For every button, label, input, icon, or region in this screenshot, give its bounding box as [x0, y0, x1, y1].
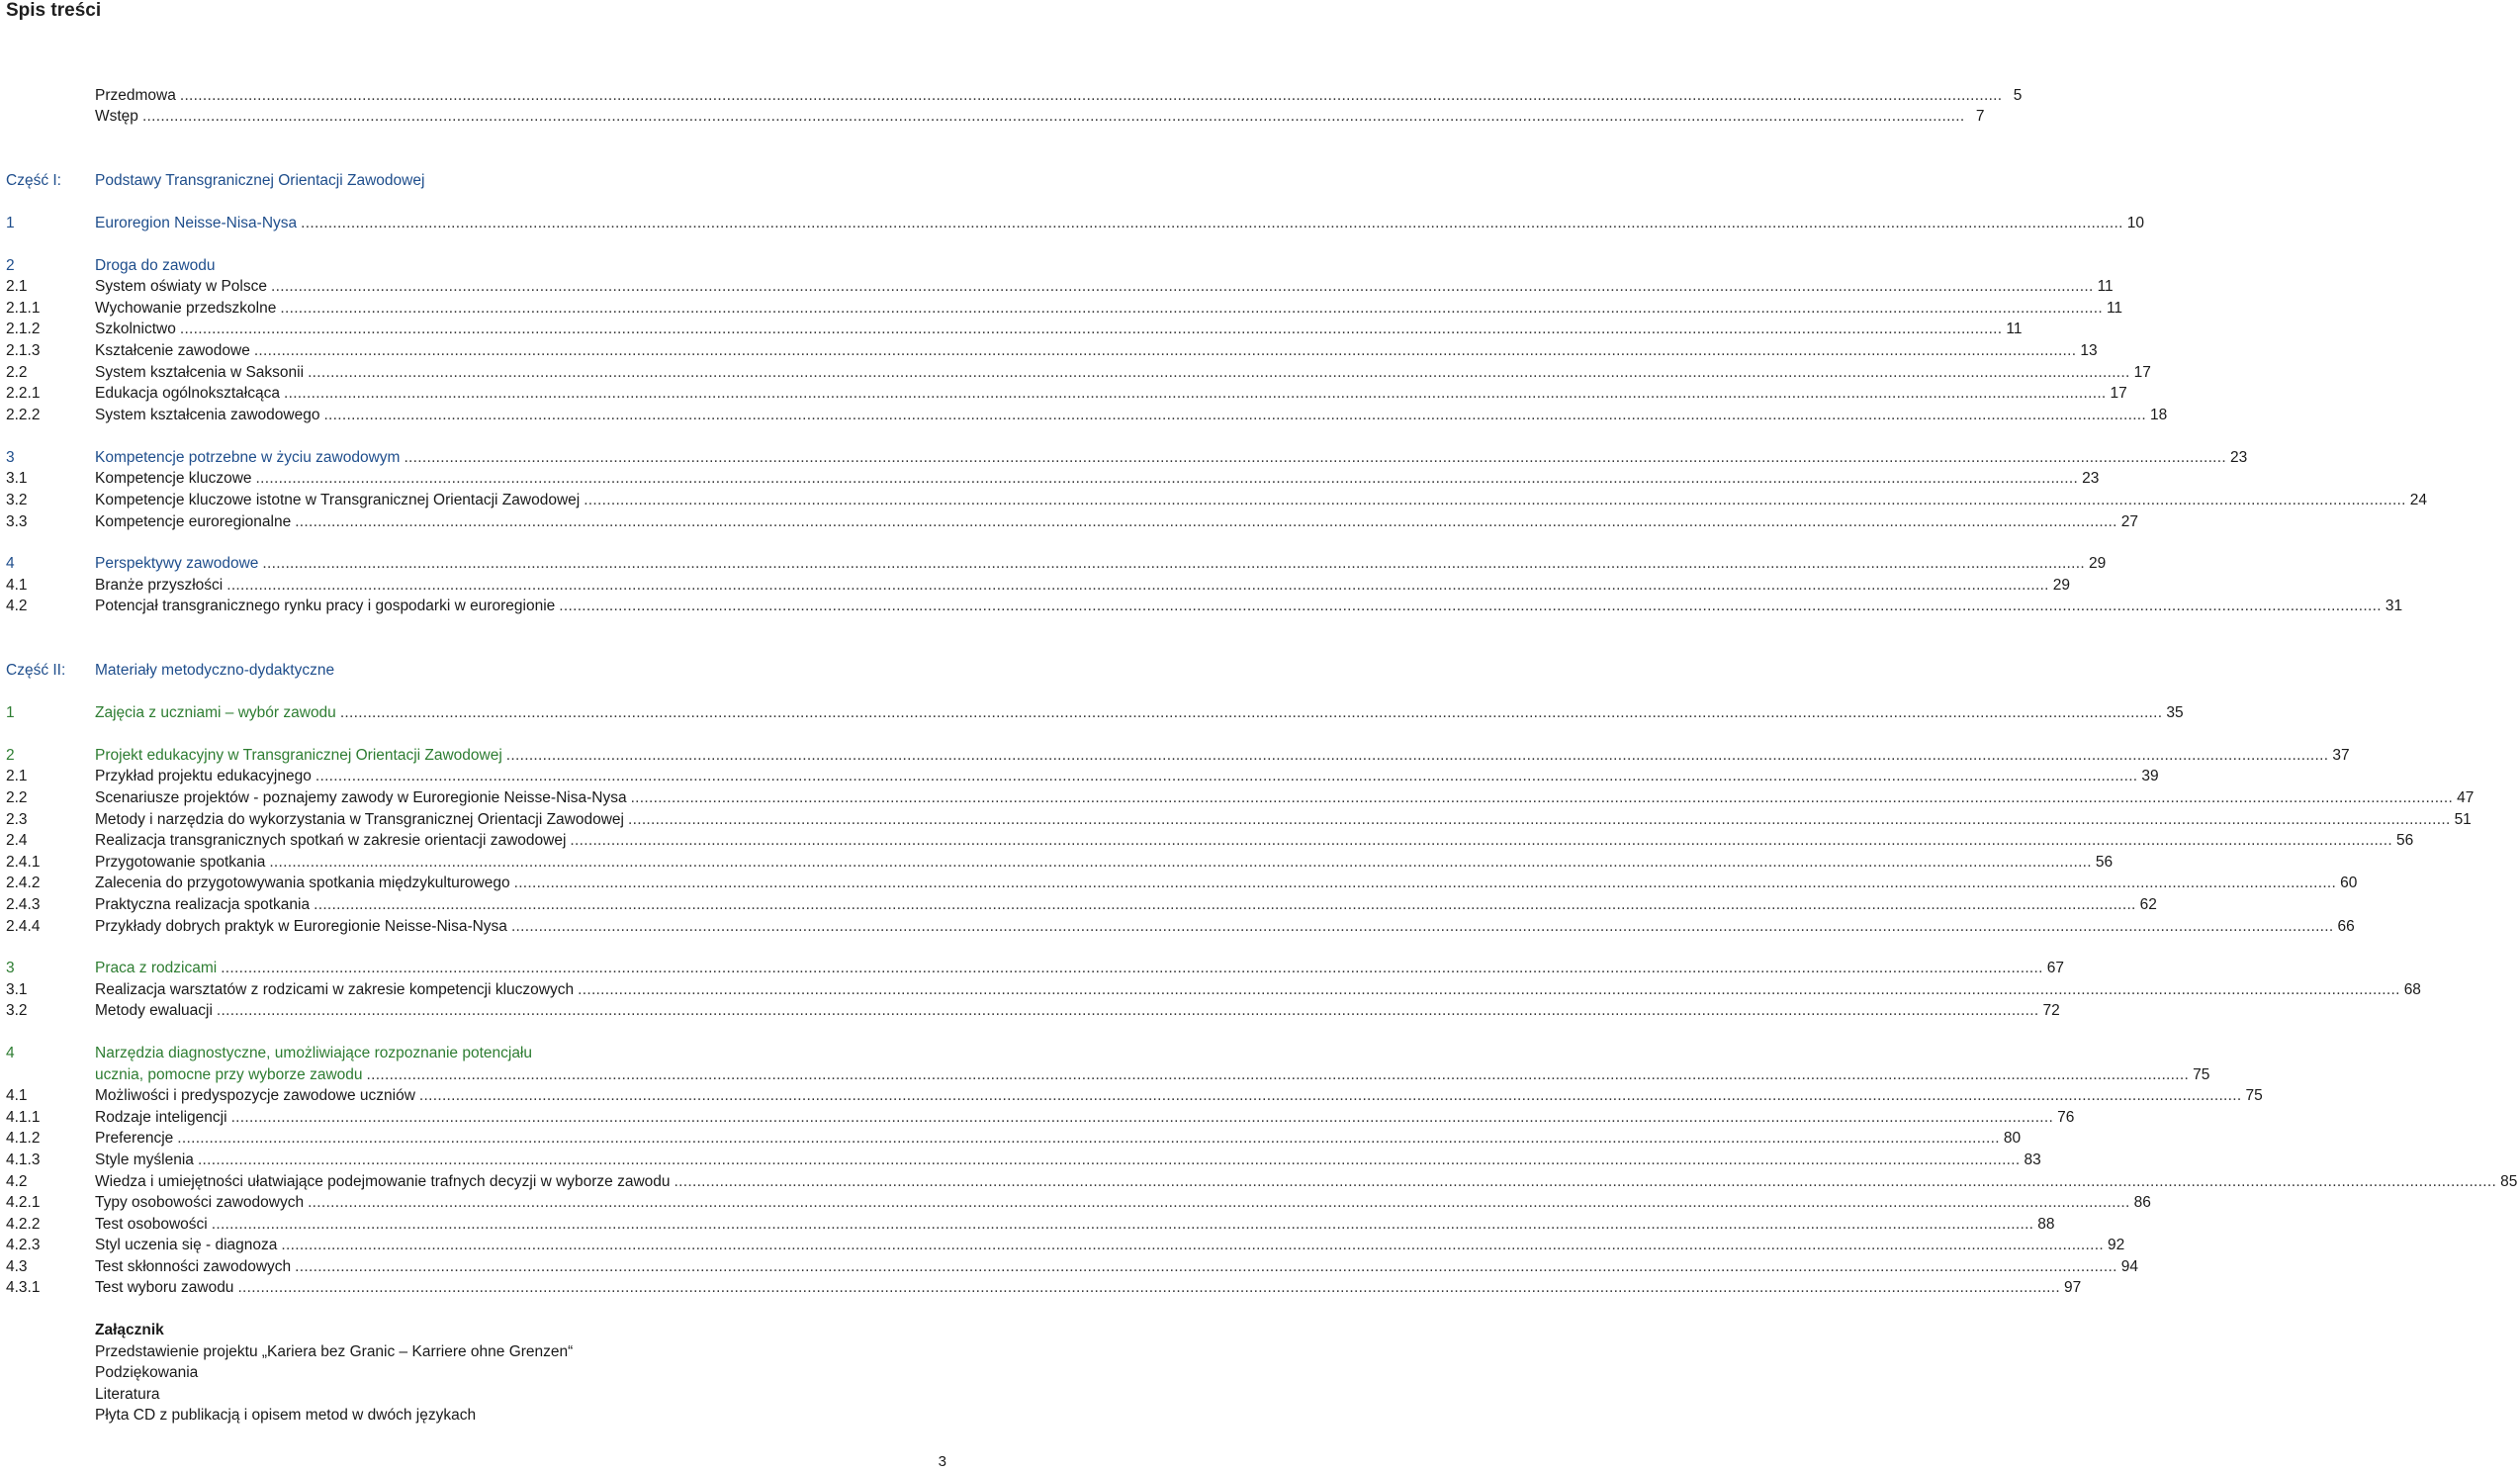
chapter-heading[interactable]	[6, 1044, 949, 1063]
toc-entry[interactable]	[6, 320, 2023, 339]
leader-dots: ................................................................................................................................................................................................................................................................................................................................................................................................................	[281, 1237, 2104, 1253]
leader-dots: ................................................................................................................................................................................................................................................................................................................................................................................................................	[630, 789, 2454, 806]
entry-title: Realizacja transgranicznych spotkań w zakresie orientacji zawodowej	[95, 832, 567, 849]
entry-title: System oświaty w Polsce	[95, 278, 267, 295]
chapter-heading[interactable]	[6, 554, 2107, 574]
entry-number: 4.2	[6, 1173, 28, 1190]
entry-page: 86	[2133, 1194, 2151, 1211]
entry-page: 17	[2133, 364, 2151, 381]
entry-page: 23	[2230, 449, 2248, 466]
entry-page: 97	[2064, 1279, 2082, 1296]
entry-title: Kompetencje kluczowe	[95, 470, 252, 487]
leader-dots: ................................................................................................................................................................................................................................................................................................................................................................................................................	[271, 278, 2094, 295]
entry-page: 85	[2500, 1173, 2518, 1190]
part-label: Część II:	[6, 662, 66, 679]
entry-title: Narzędzia diagnostyczne, umożliwiające rozpoznanie potencjału	[95, 1045, 532, 1061]
entry-title: Przygotowanie spotkania	[95, 854, 266, 871]
leader-dots: ................................................................................................................................................................................................................................................................................................................................................................................................................	[559, 598, 2382, 614]
entry-page: 56	[2095, 854, 2114, 871]
entry-title: Literatura	[95, 1386, 160, 1403]
toc-entry[interactable]	[6, 917, 2355, 937]
leader-dots: ................................................................................................................................................................................................................................................................................................................................................................................................................	[221, 960, 2043, 976]
entry-page: 67	[2046, 960, 2064, 976]
entry-title: Kształcenie zawodowe	[95, 342, 250, 359]
annex-heading[interactable]	[6, 1321, 949, 1340]
annex-item[interactable]	[6, 1406, 949, 1426]
leader-dots: ................................................................................................................................................................................................................................................................................................................................................................................................................	[418, 1087, 2242, 1104]
toc-entry[interactable]	[6, 1257, 2138, 1277]
entry-page: 31	[2385, 598, 2403, 614]
toc-entry[interactable]	[6, 1193, 2151, 1213]
part-heading[interactable]	[6, 661, 949, 681]
entry-page: 17	[2110, 385, 2127, 402]
leader-dots: ................................................................................................................................................................................................................................................................................................................................................................................................................	[295, 1258, 2117, 1275]
entry-number: 4.1	[6, 1087, 28, 1104]
entry-page: 88	[2037, 1216, 2055, 1233]
entry-number: 4.2.1	[6, 1194, 41, 1211]
leader-dots: ................................................................................................................................................................................................................................................................................................................................................................................................................	[141, 108, 1965, 125]
leader-dots: ................................................................................................................................................................................................................................................................................................................................................................................................................	[237, 1279, 2060, 1296]
page-number: 3	[938, 1453, 946, 1470]
leader-dots: ................................................................................................................................................................................................................................................................................................................................................................................................................	[308, 1194, 2130, 1211]
chapter-heading[interactable]	[6, 703, 2184, 723]
toc-entry[interactable]	[6, 107, 1985, 127]
toc-entry[interactable]	[6, 384, 2127, 404]
entry-title: Kompetencje euroregionalne	[95, 513, 292, 530]
chapter-heading[interactable]	[6, 256, 949, 276]
entry-number: 1	[6, 215, 15, 231]
chapter-heading-cont[interactable]	[6, 1065, 2210, 1085]
entry-number: 2.1	[6, 278, 28, 295]
entry-title: Zajęcia z uczniami – wybór zawodu	[95, 704, 336, 721]
entry-title: Materiały metodyczno-dydaktyczne	[95, 662, 335, 679]
entry-page: 5	[2013, 87, 2023, 104]
toc-entry[interactable]	[6, 767, 2159, 786]
leader-dots: ................................................................................................................................................................................................................................................................................................................................................................................................................	[674, 1173, 2497, 1190]
entry-page: 27	[2120, 513, 2139, 530]
entry-title: Możliwości i predyspozycje zawodowe uczniów	[95, 1087, 415, 1104]
entry-page: 75	[2193, 1066, 2210, 1083]
entry-page: 11	[2106, 300, 2123, 317]
toc-entry[interactable]	[6, 1108, 2075, 1128]
leader-dots: ................................................................................................................................................................................................................................................................................................................................................................................................................	[315, 768, 2138, 784]
entry-title: Metody ewaluacji	[95, 1002, 213, 1019]
entry-number: 4.3	[6, 1258, 28, 1275]
entry-title: Przedstawienie projektu „Kariera bez Granic – Karriere ohne Grenzen“	[95, 1343, 574, 1360]
chapter-heading[interactable]	[6, 959, 2064, 978]
leader-dots: ................................................................................................................................................................................................................................................................................................................................................................................................................	[295, 513, 2117, 530]
entry-title: Wstęp	[95, 108, 138, 125]
toc-entry[interactable]	[6, 512, 2139, 532]
leader-dots: ................................................................................................................................................................................................................................................................................................................................................................................................................	[230, 1109, 2054, 1126]
entry-number: 3.2	[6, 492, 28, 508]
entry-page: 51	[2454, 811, 2472, 828]
entry-number: 4.3.1	[6, 1279, 41, 1296]
entry-title: Wychowanie przedszkolne	[95, 300, 277, 317]
toc-entry[interactable]	[6, 86, 2023, 106]
entry-page: 13	[2080, 342, 2098, 359]
leader-dots: ................................................................................................................................................................................................................................................................................................................................................................................................................	[177, 1130, 2000, 1147]
entry-title: Styl uczenia się - diagnoza	[95, 1237, 278, 1253]
entry-page: 11	[2097, 278, 2114, 295]
leader-dots: ................................................................................................................................................................................................................................................................................................................................................................................................................	[301, 215, 2123, 231]
leader-dots: ................................................................................................................................................................................................................................................................................................................................................................................................................	[513, 875, 2337, 891]
entry-title: Projekt edukacyjny w Transgranicznej Orientacji Zawodowej	[95, 747, 502, 764]
entry-number: 4.1.3	[6, 1152, 41, 1168]
entry-number: 2.4.2	[6, 875, 41, 891]
entry-page: 68	[2403, 981, 2421, 998]
toc-entry[interactable]	[6, 1129, 2022, 1149]
entry-title: Załącznik	[95, 1322, 164, 1338]
entry-title: Droga do zawodu	[95, 257, 216, 274]
toc-entry[interactable]	[6, 980, 2421, 1000]
entry-page: 37	[2332, 747, 2350, 764]
entry-number: 3	[6, 960, 15, 976]
entry-page: 92	[2107, 1237, 2125, 1253]
entry-page: 29	[2088, 555, 2107, 572]
entry-number: 2.1.3	[6, 342, 41, 359]
entry-number: 3.2	[6, 1002, 28, 1019]
toc-entry[interactable]	[6, 831, 2414, 851]
entry-title: Podstawy Transgranicznej Orientacji Zawodowej	[95, 172, 425, 189]
entry-number: 2	[6, 747, 15, 764]
chapter-heading[interactable]	[6, 746, 2350, 766]
entry-page: 75	[2245, 1087, 2263, 1104]
entry-title: ucznia, pomocne przy wyborze zawodu	[95, 1066, 363, 1083]
entry-title: Przedmowa	[95, 87, 176, 104]
entry-page: 76	[2057, 1109, 2075, 1126]
leader-dots: ................................................................................................................................................................................................................................................................................................................................................................................................................	[280, 300, 2103, 317]
leader-dots: ................................................................................................................................................................................................................................................................................................................................................................................................................	[570, 832, 2392, 849]
toc-entry[interactable]	[6, 597, 2403, 616]
toc-entry[interactable]	[6, 810, 2472, 830]
entry-page: 80	[2003, 1130, 2022, 1147]
entry-page: 66	[2337, 918, 2355, 935]
leader-dots: ................................................................................................................................................................................................................................................................................................................................................................................................................	[211, 1216, 2034, 1233]
leader-dots: ................................................................................................................................................................................................................................................................................................................................................................................................................	[255, 470, 2079, 487]
entry-number: 2.4	[6, 832, 28, 849]
entry-number: 2.2	[6, 789, 28, 806]
entry-title: Perspektywy zawodowe	[95, 555, 259, 572]
leader-dots: ................................................................................................................................................................................................................................................................................................................................................................................................................	[510, 918, 2334, 935]
entry-page: 23	[2082, 470, 2100, 487]
entry-number: 4.2.3	[6, 1237, 41, 1253]
leader-dots: ................................................................................................................................................................................................................................................................................................................................................................................................................	[262, 555, 2085, 572]
entry-page: 56	[2395, 832, 2414, 849]
entry-page: 83	[2024, 1152, 2041, 1168]
entry-number: 2.1	[6, 768, 28, 784]
annex-item[interactable]	[6, 1363, 949, 1383]
entry-number: 2.1.2	[6, 321, 41, 337]
part-label: Część I:	[6, 172, 61, 189]
toc-entry[interactable]	[6, 853, 2114, 873]
entry-number: 2.2.2	[6, 407, 41, 423]
leader-dots: ................................................................................................................................................................................................................................................................................................................................................................................................................	[578, 981, 2400, 998]
entry-title: System kształcenia w Saksonii	[95, 364, 305, 381]
toc-entry[interactable]	[6, 277, 2114, 297]
entry-title: Zalecenia do przygotowywania spotkania międzykulturowego	[95, 875, 510, 891]
entry-number: 3	[6, 449, 15, 466]
leader-dots: ................................................................................................................................................................................................................................................................................................................................................................................................................	[283, 385, 2107, 402]
entry-page: 72	[2042, 1002, 2060, 1019]
leader-dots: ................................................................................................................................................................................................................................................................................................................................................................................................................	[308, 364, 2130, 381]
toc-entry[interactable]	[6, 788, 2475, 808]
entry-number: 2.2	[6, 364, 28, 381]
entry-title: Podziękowania	[95, 1364, 199, 1381]
entry-title: Edukacja ogólnokształcąca	[95, 385, 280, 402]
leader-dots: ................................................................................................................................................................................................................................................................................................................................................................................................................	[216, 1002, 2039, 1019]
entry-number: 4	[6, 1045, 15, 1061]
entry-page: 62	[2139, 896, 2157, 913]
entry-title: Test wyboru zawodu	[95, 1279, 234, 1296]
entry-page: 11	[2006, 321, 2023, 337]
entry-title: Branże przyszłości	[95, 577, 224, 594]
entry-page: 60	[2340, 875, 2358, 891]
leader-dots: ................................................................................................................................................................................................................................................................................................................................................................................................................	[179, 87, 2003, 104]
leader-dots: ................................................................................................................................................................................................................................................................................................................................................................................................................	[197, 1152, 2021, 1168]
entry-title: Szkolnictwo	[95, 321, 176, 337]
entry-page: 29	[2052, 577, 2071, 594]
entry-page: 39	[2141, 768, 2159, 784]
toc-entry[interactable]	[6, 1086, 2263, 1106]
leader-dots: ................................................................................................................................................................................................................................................................................................................................................................................................................	[584, 492, 2406, 508]
toc-entry[interactable]	[6, 1001, 2060, 1021]
toc-entry[interactable]	[6, 1215, 2055, 1235]
leader-dots: ................................................................................................................................................................................................................................................................................................................................................................................................................	[179, 321, 2003, 337]
entry-title: Praca z rodzicami	[95, 960, 218, 976]
entry-page: 24	[2409, 492, 2428, 508]
entry-number: 2.2.1	[6, 385, 41, 402]
entry-number: 4.1.1	[6, 1109, 41, 1126]
leader-dots: ................................................................................................................................................................................................................................................................................................................................................................................................................	[505, 747, 2329, 764]
entry-title: Praktyczna realizacja spotkania	[95, 896, 311, 913]
entry-number: 3.1	[6, 470, 28, 487]
entry-title: Test skłonności zawodowych	[95, 1258, 292, 1275]
entry-title: Potencjał transgranicznego rynku pracy i gospodarki w euroregionie	[95, 598, 556, 614]
page-title: Spis treści	[6, 0, 102, 21]
entry-title: Euroregion Neisse-Nisa-Nysa	[95, 215, 298, 231]
entry-number: 4.1	[6, 577, 28, 594]
entry-title: Płyta CD z publikacją i opisem metod w dwóch językach	[95, 1407, 477, 1424]
entry-number: 3.3	[6, 513, 28, 530]
leader-dots: ................................................................................................................................................................................................................................................................................................................................................................................................................	[269, 854, 2092, 871]
chapter-heading[interactable]	[6, 214, 2144, 233]
entry-number: 2.4.1	[6, 854, 41, 871]
entry-number: 2.1.1	[6, 300, 41, 317]
toc-entry[interactable]	[6, 874, 2358, 893]
leader-dots: ................................................................................................................................................................................................................................................................................................................................................................................................................	[404, 449, 2226, 466]
entry-number: 2	[6, 257, 15, 274]
entry-page: 47	[2457, 789, 2475, 806]
entry-page: 7	[1975, 108, 1985, 125]
entry-number: 4.1.2	[6, 1130, 41, 1147]
toc-entry[interactable]	[6, 341, 2098, 361]
leader-dots: ................................................................................................................................................................................................................................................................................................................................................................................................................	[323, 407, 2147, 423]
toc-entry[interactable]	[6, 1151, 2041, 1170]
entry-title: Kompetencje potrzebne w życiu zawodowym	[95, 449, 401, 466]
entry-number: 2.4.4	[6, 918, 41, 935]
entry-title: Rodzaje inteligencji	[95, 1109, 227, 1126]
entry-page: 10	[2126, 215, 2144, 231]
entry-number: 1	[6, 704, 15, 721]
toc-entry[interactable]	[6, 1278, 2082, 1298]
entry-title: Preferencje	[95, 1130, 174, 1147]
toc-entry[interactable]	[6, 1172, 2518, 1192]
entry-page: 35	[2166, 704, 2184, 721]
entry-title: Typy osobowości zawodowych	[95, 1194, 305, 1211]
entry-title: Test osobowości	[95, 1216, 208, 1233]
entry-title: Przykłady dobrych praktyk w Euroregionie Neisse-Nisa-Nysa	[95, 918, 507, 935]
toc-entry[interactable]	[6, 576, 2071, 596]
leader-dots: ................................................................................................................................................................................................................................................................................................................................................................................................................	[628, 811, 2451, 828]
toc-entry[interactable]	[6, 299, 2123, 319]
annex-item[interactable]	[6, 1342, 949, 1362]
toc-entry[interactable]	[6, 406, 2168, 425]
entry-number: 4.2	[6, 598, 28, 614]
entry-title: Style myślenia	[95, 1152, 194, 1168]
entry-number: 3.1	[6, 981, 28, 998]
entry-title: Wiedza i umiejętności ułatwiające podejmowanie trafnych decyzji w wyborze zawodu	[95, 1173, 671, 1190]
entry-title: System kształcenia zawodowego	[95, 407, 320, 423]
entry-title: Scenariusze projektów - poznajemy zawody w Euroregionie Neisse-Nisa-Nysa	[95, 789, 627, 806]
entry-number: 4	[6, 555, 15, 572]
leader-dots: ................................................................................................................................................................................................................................................................................................................................................................................................................	[226, 577, 2049, 594]
chapter-heading[interactable]	[6, 448, 2248, 468]
toc-entry[interactable]	[6, 491, 2428, 510]
toc-entry[interactable]	[6, 363, 2151, 383]
toc-entry[interactable]	[6, 469, 2100, 489]
toc-entry[interactable]	[6, 1236, 2125, 1255]
leader-dots: ................................................................................................................................................................................................................................................................................................................................................................................................................	[314, 896, 2136, 913]
leader-dots: ................................................................................................................................................................................................................................................................................................................................................................................................................	[339, 704, 2163, 721]
entry-number: 2.4.3	[6, 896, 41, 913]
entry-page: 94	[2120, 1258, 2138, 1275]
leader-dots: ................................................................................................................................................................................................................................................................................................................................................................................................................	[253, 342, 2077, 359]
part-heading[interactable]	[6, 171, 949, 191]
entry-page: 18	[2150, 407, 2168, 423]
leader-dots: ................................................................................................................................................................................................................................................................................................................................................................................................................	[366, 1066, 2190, 1083]
toc-entry[interactable]	[6, 895, 2157, 915]
annex-item[interactable]	[6, 1385, 949, 1405]
entry-number: 4.2.2	[6, 1216, 41, 1233]
entry-title: Realizacja warsztatów z rodzicami w zakresie kompetencji kluczowych	[95, 981, 575, 998]
entry-number: 2.3	[6, 811, 28, 828]
entry-title: Metody i narzędzia do wykorzystania w Transgranicznej Orientacji Zawodowej	[95, 811, 624, 828]
entry-title: Przykład projektu edukacyjnego	[95, 768, 312, 784]
entry-title: Kompetencje kluczowe istotne w Transgranicznej Orientacji Zawodowej	[95, 492, 581, 508]
